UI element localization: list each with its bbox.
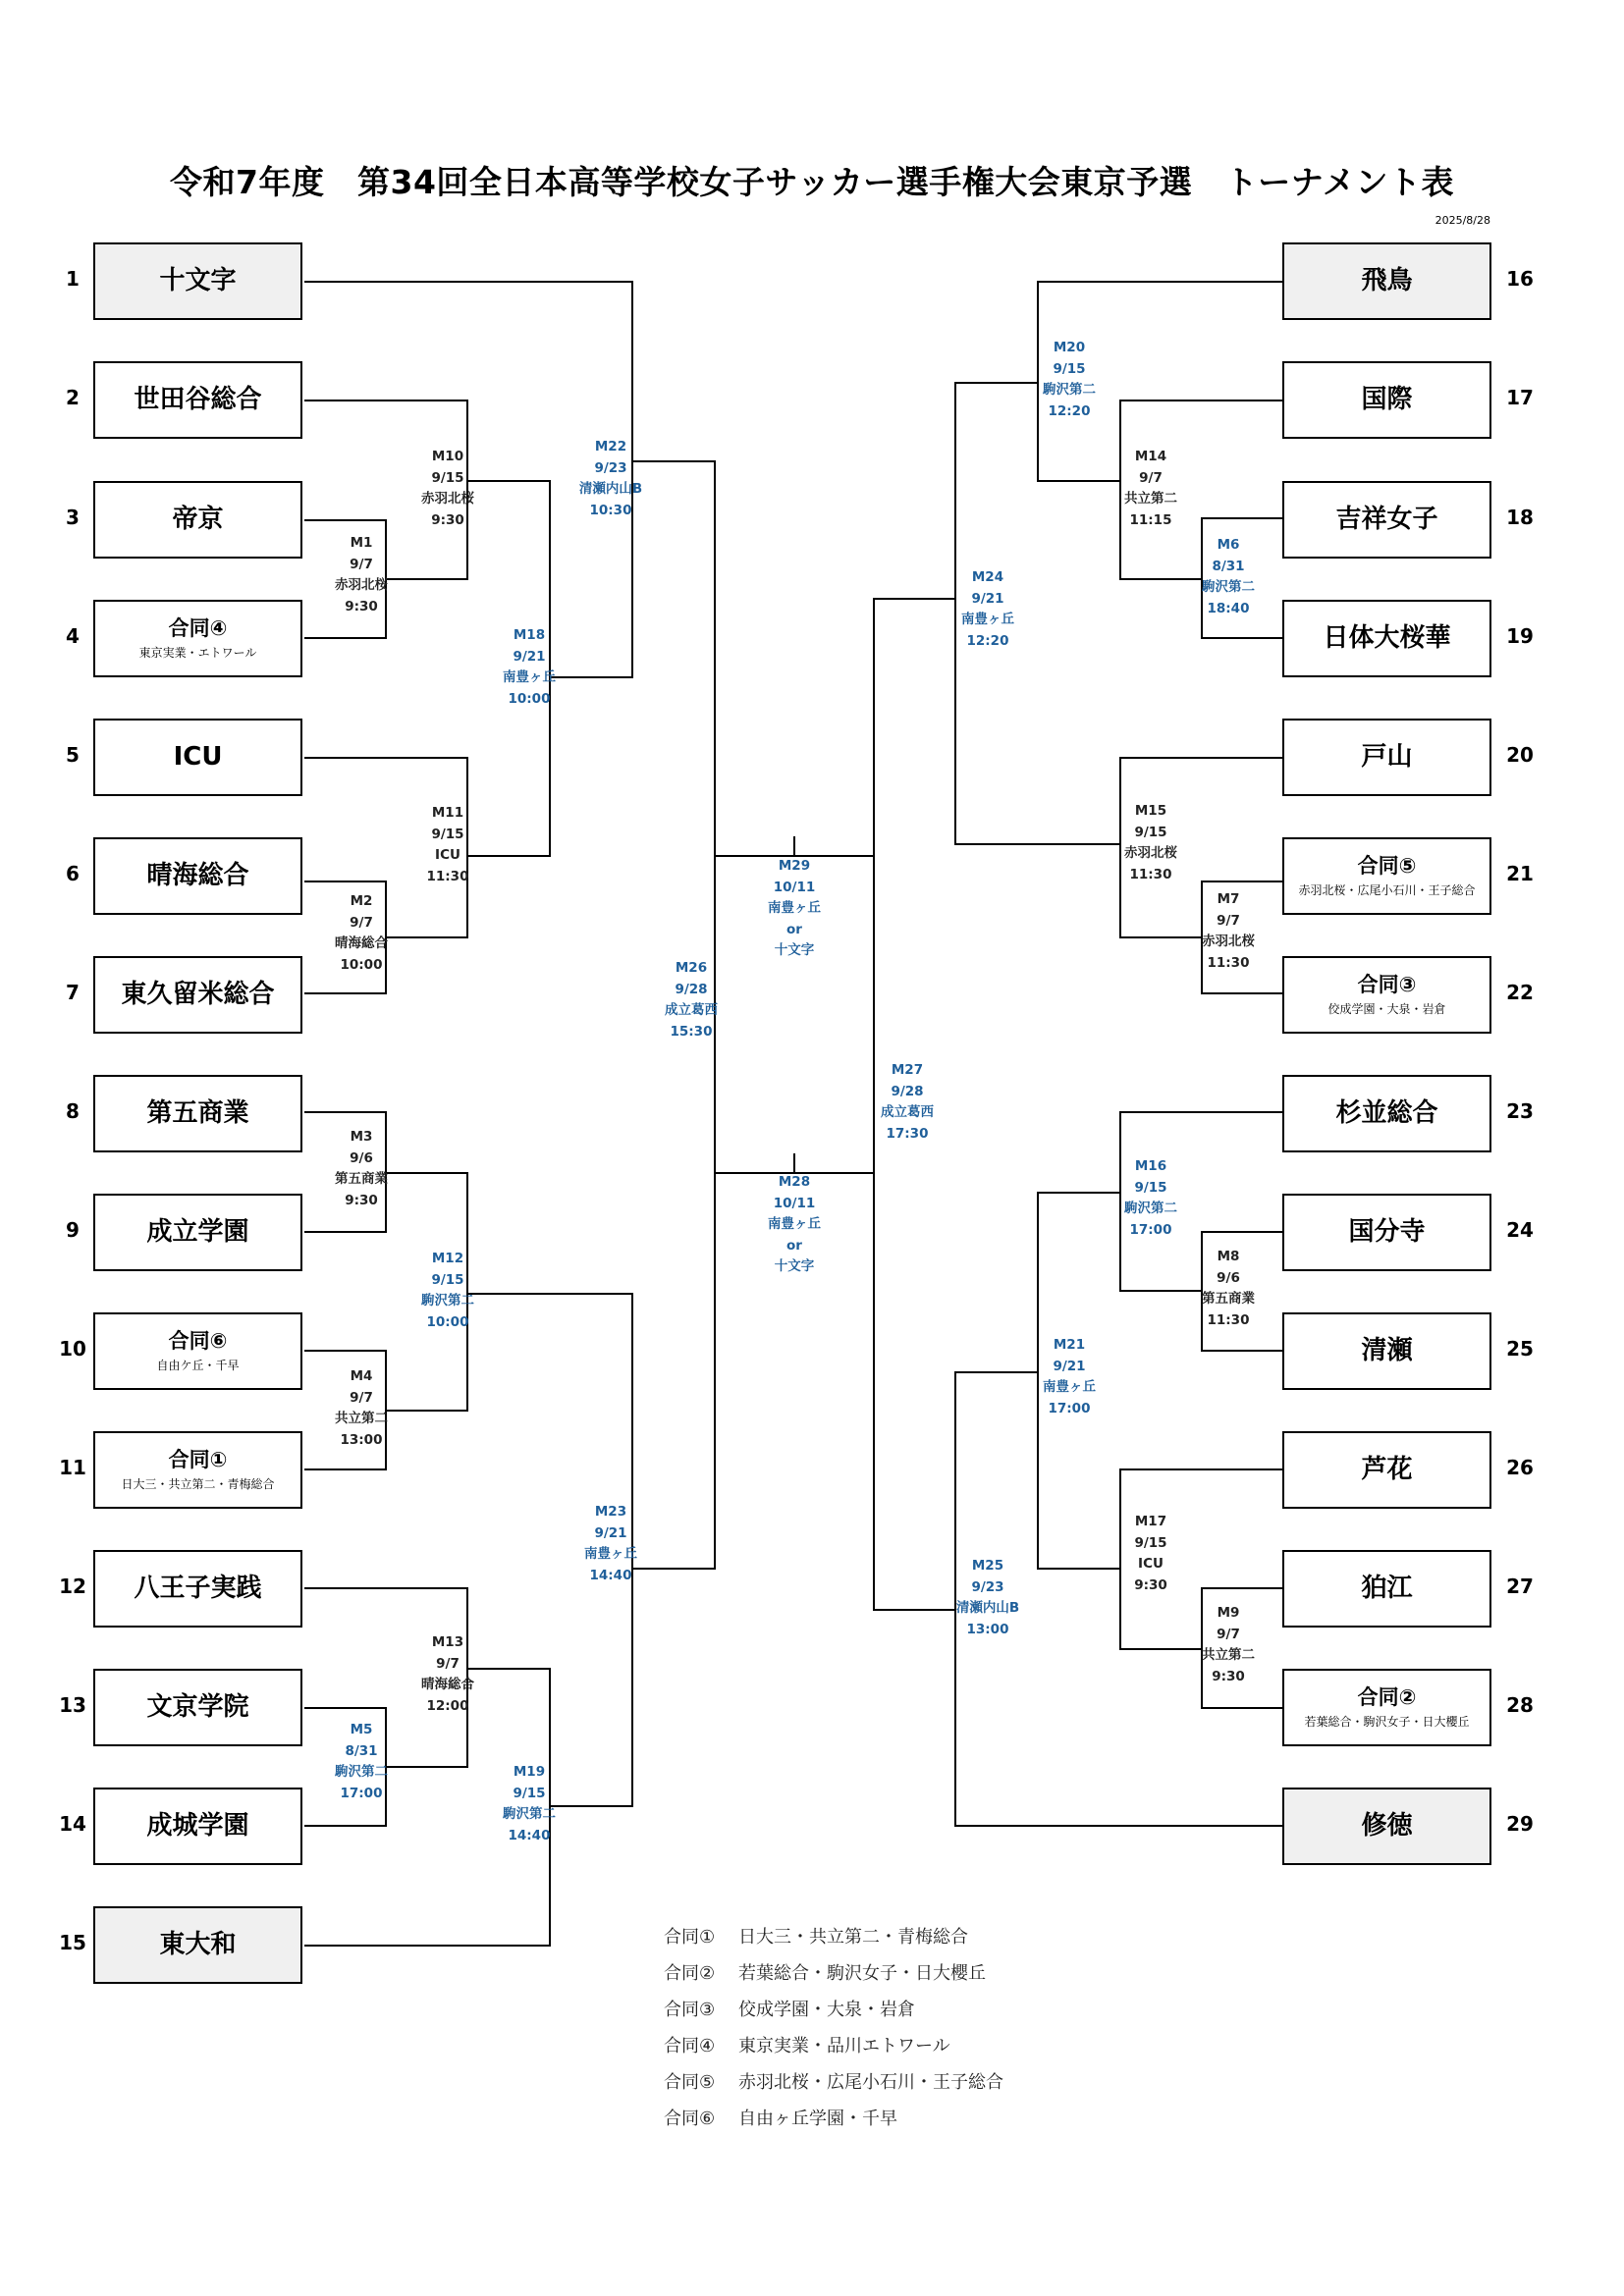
team-box-26	[1282, 1431, 1491, 1509]
match-info-line: 南豊ヶ丘	[768, 1216, 821, 1232]
team-number: 18	[1506, 506, 1534, 529]
legend-row	[664, 2064, 1003, 2101]
team-name: 合同②	[1357, 1684, 1417, 1709]
team-box-25	[1282, 1312, 1491, 1390]
match-info-line: M14	[1134, 449, 1167, 464]
match-info-line: 9/15	[1134, 1179, 1167, 1196]
match-info-line: 9/15	[513, 1785, 546, 1801]
match-info-line: 8/31	[1212, 558, 1245, 574]
match-info-line: 駒沢第二	[1043, 382, 1096, 398]
team-box-18	[1282, 481, 1491, 559]
legend-row	[664, 2028, 1003, 2064]
match-info-line: 14:40	[508, 1827, 551, 1843]
team-name: 吉祥女子	[1335, 504, 1438, 534]
match-info-line: 成立葛西	[665, 1002, 718, 1018]
legend-key: 合同⑥	[664, 2109, 716, 2129]
match-info-line: 南豊ヶ丘	[584, 1546, 637, 1562]
legend-value: 若葉総合・駒沢女子・日大櫻丘	[738, 1963, 986, 1984]
match-info-line: M3	[350, 1129, 373, 1145]
legend-value: 日大三・共立第二・青梅総合	[738, 1927, 968, 1948]
match-info-line: 9/15	[1134, 1534, 1167, 1551]
match-info-M15	[1108, 801, 1194, 885]
match-info-line: 清瀬内山B	[955, 1600, 1020, 1616]
team-number: 16	[1506, 267, 1534, 291]
team-box-24	[1282, 1194, 1491, 1271]
team-name: 文京学院	[146, 1691, 249, 1722]
team-box-19	[1282, 600, 1491, 677]
match-info-M24	[945, 567, 1031, 652]
match-info-line: 10/11	[773, 1195, 816, 1211]
match-info-line: 17:00	[1129, 1221, 1172, 1238]
team-name: 十文字	[159, 265, 237, 295]
match-info-M22	[568, 437, 654, 521]
match-info-line: 10:30	[589, 502, 632, 518]
match-info-line: 駒沢第二	[421, 1293, 474, 1308]
match-info-line: M18	[513, 627, 546, 643]
team-name: 成立学園	[146, 1216, 249, 1247]
team-number: 21	[1506, 862, 1534, 885]
team-number: 4	[66, 624, 80, 648]
legend-row	[664, 1955, 1003, 1992]
match-info-M23	[568, 1502, 654, 1586]
match-info-line: 駒沢第二	[1124, 1201, 1177, 1216]
team-box-6	[93, 837, 302, 915]
team-box-7	[93, 956, 302, 1034]
team-name: 合同③	[1357, 972, 1417, 996]
team-name: 合同①	[168, 1447, 228, 1471]
match-info-line: M20	[1053, 340, 1086, 355]
match-info-line: ICU	[435, 847, 460, 863]
match-info-line: 共立第二	[1202, 1647, 1255, 1663]
team-members: 東京実業・エトワール	[138, 646, 257, 661]
team-box-16	[1282, 242, 1491, 320]
match-info-line: M11	[431, 805, 464, 821]
match-info-line: or	[786, 921, 802, 937]
match-info-line: 9/7	[350, 914, 373, 931]
match-info-M4	[322, 1366, 401, 1451]
team-box-3	[93, 481, 302, 559]
match-info-M11	[405, 803, 491, 887]
team-box-27	[1282, 1550, 1491, 1628]
match-info-line: M28	[778, 1174, 811, 1190]
match-info-line: M7	[1217, 891, 1240, 907]
match-info-line: 南豊ヶ丘	[768, 900, 821, 916]
match-info-line: 9/7	[350, 1389, 373, 1406]
match-info-M14	[1108, 447, 1194, 531]
match-info-line: 9/15	[1134, 824, 1167, 840]
legend-key: 合同③	[664, 2000, 716, 2020]
match-info-line: M2	[350, 893, 373, 909]
match-info-M27	[864, 1060, 950, 1145]
team-number: 1	[66, 267, 80, 291]
team-box-20	[1282, 719, 1491, 796]
match-info-line: 9/15	[431, 469, 464, 486]
team-box-14	[93, 1788, 302, 1865]
match-info-line: M1	[350, 535, 373, 551]
team-name: 国際	[1361, 384, 1413, 414]
match-info-line: 9/7	[1139, 469, 1163, 486]
team-number: 7	[66, 981, 80, 1004]
match-info-M17	[1108, 1512, 1194, 1596]
legend-value: 自由ヶ丘学園・千早	[738, 2109, 897, 2129]
team-box-8	[93, 1075, 302, 1152]
match-info-line: 十文字	[774, 942, 815, 958]
match-info-M9	[1189, 1603, 1268, 1687]
match-info-line: 赤羽北桜	[335, 577, 388, 593]
match-info-M18	[486, 625, 572, 710]
match-info-line: 9/21	[1053, 1358, 1086, 1374]
match-info-line: 9/15	[1053, 360, 1086, 377]
match-info-line: 第五商業	[335, 1171, 388, 1187]
team-number: 28	[1506, 1693, 1534, 1717]
team-number: 29	[1506, 1812, 1534, 1836]
match-info-M19	[486, 1762, 572, 1846]
team-box-5	[93, 719, 302, 796]
match-info-line: 14:40	[589, 1567, 632, 1583]
match-info-line: M12	[431, 1251, 464, 1266]
team-number: 2	[66, 386, 80, 409]
team-members: 自由ケ丘・千早	[156, 1359, 240, 1373]
match-info-M3	[322, 1127, 401, 1211]
team-number: 10	[59, 1337, 86, 1361]
legend-key: 合同⑤	[664, 2072, 716, 2093]
match-info-line: 駒沢第二	[335, 1764, 388, 1780]
match-info-M7	[1189, 889, 1268, 974]
match-info-line: 第五商業	[1202, 1291, 1255, 1307]
match-info-line: M16	[1134, 1158, 1167, 1174]
match-info-line: 12:20	[966, 632, 1009, 649]
team-number: 9	[66, 1218, 80, 1242]
match-info-M21	[1026, 1335, 1112, 1419]
match-info-line: 17:30	[886, 1125, 929, 1142]
team-box-11	[93, 1431, 302, 1509]
match-info-line: 晴海総合	[335, 935, 388, 951]
team-name: 合同⑤	[1357, 853, 1417, 878]
match-info-line: 共立第二	[335, 1411, 388, 1426]
match-info-line: 12:20	[1048, 402, 1091, 419]
team-number: 15	[59, 1931, 86, 1954]
legend-key: 合同②	[664, 1963, 716, 1984]
team-number: 24	[1506, 1218, 1534, 1242]
match-info-line: 赤羽北桜	[421, 491, 474, 507]
team-members: 佼成学園・大泉・岩倉	[1327, 1002, 1446, 1017]
match-info-M2	[322, 891, 401, 976]
document-date: 2025/8/28	[1435, 214, 1490, 227]
team-box-2	[93, 361, 302, 439]
match-info-line: 9/6	[1217, 1269, 1240, 1286]
match-info-line: 南豊ヶ丘	[961, 612, 1014, 627]
team-name: 東大和	[159, 1929, 237, 1959]
team-name: 修徳	[1361, 1810, 1413, 1841]
team-number: 17	[1506, 386, 1534, 409]
team-name: 国分寺	[1348, 1216, 1426, 1247]
match-info-line: 駒沢第二	[1202, 579, 1255, 595]
team-box-21	[1282, 837, 1491, 915]
team-name: 合同⑥	[168, 1328, 228, 1353]
match-info-line: M24	[971, 569, 1004, 585]
match-info-line: 9/21	[513, 648, 546, 665]
team-box-12	[93, 1550, 302, 1628]
match-info-line: 11:30	[426, 868, 469, 884]
team-name: 戸山	[1361, 741, 1413, 772]
team-name: 杉並総合	[1335, 1097, 1438, 1128]
match-info-line: M22	[594, 439, 627, 454]
match-info-M28	[751, 1172, 838, 1278]
team-number: 8	[66, 1099, 80, 1123]
team-name: 日体大桜華	[1323, 622, 1451, 653]
match-info-line: 9/7	[1217, 1626, 1240, 1642]
team-number: 12	[59, 1575, 86, 1598]
team-box-1	[93, 242, 302, 320]
team-number: 26	[1506, 1456, 1534, 1479]
match-info-line: 10/11	[773, 879, 816, 895]
match-info-line: 9/21	[594, 1524, 627, 1541]
match-info-line: 9/23	[594, 459, 627, 476]
match-info-line: 9:30	[345, 1192, 378, 1208]
team-name: 八王子実践	[134, 1573, 262, 1603]
match-info-line: M17	[1134, 1514, 1167, 1529]
match-info-line: 9/28	[675, 981, 708, 997]
match-info-line: 11:30	[1207, 954, 1250, 971]
match-info-line: 9/23	[971, 1578, 1004, 1595]
match-info-line: 9/7	[350, 556, 373, 572]
match-info-line: M5	[350, 1722, 373, 1737]
team-box-22	[1282, 956, 1491, 1034]
match-info-line: 17:00	[1048, 1400, 1091, 1416]
match-info-M6	[1189, 535, 1268, 619]
team-number: 27	[1506, 1575, 1534, 1598]
team-box-10	[93, 1312, 302, 1390]
team-name: 帝京	[172, 504, 224, 534]
team-number: 13	[59, 1693, 86, 1717]
team-box-15	[93, 1906, 302, 1984]
match-info-line: 晴海総合	[421, 1677, 474, 1692]
match-info-M13	[405, 1632, 491, 1717]
page-title: 令和7年度 第34回全日本高等学校女子サッカー選手権大会東京予選 トーナメント表	[170, 163, 1454, 201]
match-info-M1	[322, 533, 401, 617]
joint-team-legend	[664, 1919, 1003, 2137]
team-number: 22	[1506, 981, 1534, 1004]
match-info-line: 十文字	[774, 1258, 815, 1274]
match-info-line: or	[786, 1237, 802, 1254]
match-info-M10	[405, 447, 491, 531]
legend-row	[664, 2101, 1003, 2137]
match-info-line: M6	[1217, 537, 1240, 553]
match-info-line: 10:00	[340, 956, 383, 973]
legend-row	[664, 1919, 1003, 1955]
team-box-23	[1282, 1075, 1491, 1152]
match-info-line: 13:00	[966, 1621, 1009, 1637]
match-info-line: 清瀬内山B	[578, 481, 643, 497]
match-info-line: 11:30	[1207, 1311, 1250, 1328]
match-info-line: 9/15	[431, 826, 464, 842]
match-info-line: 13:00	[340, 1431, 383, 1448]
team-name: 晴海総合	[146, 860, 249, 890]
match-info-line: 18:40	[1207, 600, 1250, 616]
team-name: ICU	[173, 741, 223, 772]
team-number: 5	[66, 743, 80, 767]
match-info-line: 共立第二	[1124, 491, 1177, 507]
team-name: 第五商業	[146, 1097, 249, 1128]
match-info-line: 10:00	[426, 1313, 469, 1330]
match-info-line: M27	[891, 1062, 924, 1078]
team-number: 25	[1506, 1337, 1534, 1361]
match-info-line: 11:30	[1129, 866, 1172, 882]
team-number: 23	[1506, 1099, 1534, 1123]
team-name: 芦花	[1361, 1454, 1413, 1484]
match-info-line: 10:00	[508, 690, 551, 707]
team-members: 赤羽北桜・広尾小石川・王子総合	[1298, 883, 1476, 898]
match-info-M25	[945, 1556, 1031, 1640]
team-number: 20	[1506, 743, 1534, 767]
legend-key: 合同④	[664, 2036, 716, 2056]
match-info-line: M13	[431, 1634, 464, 1650]
legend-value: 東京実業・品川エトワール	[738, 2036, 950, 2056]
team-name: 東久留米総合	[121, 979, 275, 1009]
match-info-line: M26	[675, 960, 708, 976]
team-name: 飛鳥	[1361, 265, 1413, 295]
team-name: 成城学園	[146, 1810, 249, 1841]
match-info-line: M21	[1053, 1337, 1086, 1353]
team-box-13	[93, 1669, 302, 1746]
team-box-29	[1282, 1788, 1491, 1865]
team-box-9	[93, 1194, 302, 1271]
match-info-line: 南豊ヶ丘	[1043, 1379, 1096, 1395]
match-info-M20	[1026, 338, 1112, 422]
match-info-line: 赤羽北桜	[1124, 845, 1177, 861]
team-number: 11	[59, 1456, 86, 1479]
match-info-line: M23	[594, 1504, 627, 1520]
team-number: 3	[66, 506, 80, 529]
team-box-4	[93, 600, 302, 677]
team-name: 狛江	[1361, 1573, 1413, 1603]
legend-value: 佼成学園・大泉・岩倉	[738, 2000, 915, 2020]
match-info-M5	[322, 1720, 401, 1804]
team-number: 19	[1506, 624, 1534, 648]
match-info-line: ICU	[1138, 1556, 1164, 1572]
team-name: 合同④	[168, 615, 228, 640]
team-name: 世田谷総合	[134, 384, 262, 414]
match-info-M12	[405, 1249, 491, 1333]
legend-row	[664, 1992, 1003, 2028]
match-info-line: 9:30	[1212, 1668, 1245, 1684]
match-info-line: M19	[513, 1764, 546, 1780]
match-info-line: 9/21	[971, 590, 1004, 607]
match-info-line: 9:30	[345, 598, 378, 614]
match-info-M26	[648, 958, 734, 1042]
match-info-line: 17:00	[340, 1785, 383, 1801]
team-members: 若葉総合・駒沢女子・日大櫻丘	[1304, 1715, 1470, 1730]
team-members: 日大三・共立第二・青梅総合	[121, 1477, 275, 1492]
match-info-line: M4	[350, 1368, 373, 1384]
match-info-M16	[1108, 1156, 1194, 1241]
legend-key: 合同①	[664, 1927, 716, 1948]
match-info-M29	[751, 856, 838, 962]
match-info-line: 9:30	[431, 511, 464, 528]
match-info-M8	[1189, 1247, 1268, 1331]
match-info-line: M15	[1134, 803, 1167, 819]
match-info-line: M9	[1217, 1605, 1240, 1621]
match-info-line: 駒沢第二	[503, 1806, 556, 1822]
match-info-line: 9/28	[891, 1083, 924, 1099]
match-info-line: 11:15	[1129, 511, 1172, 528]
match-info-line: M10	[431, 449, 464, 464]
match-info-line: 9/15	[431, 1271, 464, 1288]
match-info-line: M29	[778, 858, 811, 874]
match-info-line: 15:30	[670, 1023, 713, 1040]
legend-value: 赤羽北桜・広尾小石川・王子総合	[738, 2072, 1003, 2093]
match-info-line: 12:00	[426, 1697, 469, 1714]
match-info-line: 9/7	[436, 1655, 460, 1672]
match-info-line: M25	[971, 1558, 1004, 1574]
team-box-17	[1282, 361, 1491, 439]
match-info-line: 9/7	[1217, 912, 1240, 929]
match-info-line: 南豊ヶ丘	[503, 669, 556, 685]
team-name: 清瀬	[1361, 1335, 1413, 1365]
match-info-line: M8	[1217, 1249, 1240, 1264]
team-number: 14	[59, 1812, 86, 1836]
match-info-line: 成立葛西	[881, 1104, 934, 1120]
match-info-line: 8/31	[345, 1742, 378, 1759]
match-info-line: 9:30	[1134, 1576, 1167, 1593]
team-number: 6	[66, 862, 80, 885]
match-info-line: 赤羽北桜	[1202, 934, 1255, 949]
match-info-line: 9/6	[350, 1149, 373, 1166]
team-box-28	[1282, 1669, 1491, 1746]
